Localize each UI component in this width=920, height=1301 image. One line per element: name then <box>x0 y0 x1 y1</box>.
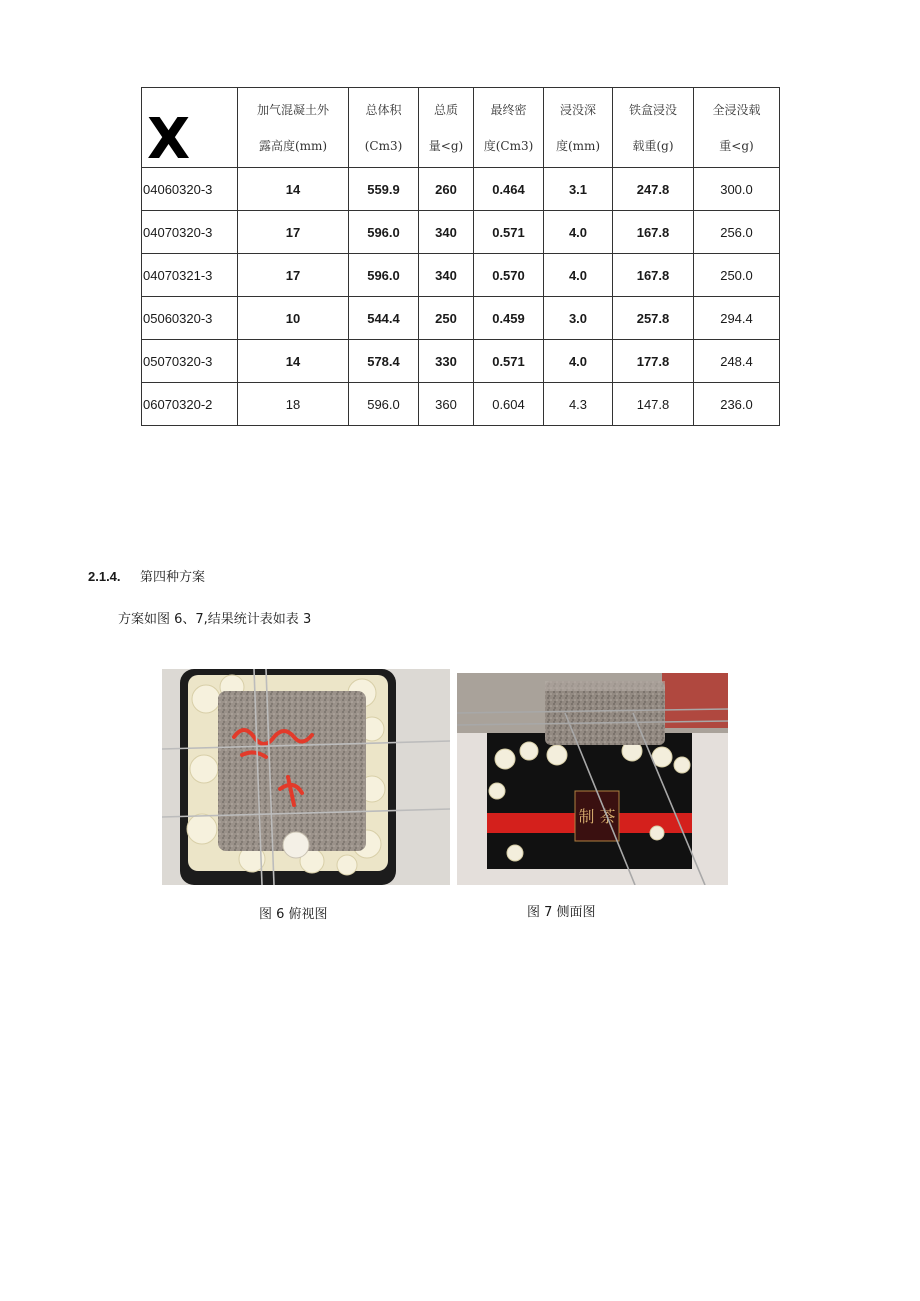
table-cell: 0.571 <box>474 340 544 383</box>
table-cell: 4.0 <box>544 340 613 383</box>
header-total-volume: 总体积 (Cm3) <box>349 88 419 168</box>
table-cell: 14 <box>238 168 349 211</box>
box-label-text: 制 茶 <box>578 807 616 826</box>
sample-id-cell: 05060320-3 <box>142 297 238 340</box>
table-cell: 596.0 <box>349 254 419 297</box>
table-cell: 17 <box>238 254 349 297</box>
cross-mark: X <box>147 107 191 172</box>
table-cell: 257.8 <box>613 297 694 340</box>
table-cell: 10 <box>238 297 349 340</box>
table-cell: 544.4 <box>349 297 419 340</box>
table-cell: 578.4 <box>349 340 419 383</box>
table-cell: 4.0 <box>544 211 613 254</box>
table-cell: 167.8 <box>613 211 694 254</box>
table-cell: 360 <box>419 383 474 426</box>
table-cell: 250 <box>419 297 474 340</box>
section-number: 2.1.4. <box>88 569 121 584</box>
header-exposed-height: 加气混凝土外 露高度(mm) <box>238 88 349 168</box>
table-cell: 0.604 <box>474 383 544 426</box>
header-box-load: 铁盒浸没 载重(g) <box>613 88 694 168</box>
header-full-load: 全浸没载 重<g) <box>694 88 780 168</box>
table-cell: 147.8 <box>613 383 694 426</box>
table-cell: 3.0 <box>544 297 613 340</box>
body-paragraph: 方案如图 6、7,结果统计表如表 3 <box>118 612 312 627</box>
table-cell: 596.0 <box>349 211 419 254</box>
table-cell: 260 <box>419 168 474 211</box>
section-title: 第四种方案 <box>140 570 206 585</box>
table-row <box>142 297 780 340</box>
table-cell: 4.0 <box>544 254 613 297</box>
table-cell: 3.1 <box>544 168 613 211</box>
figure-7-side-view-photo <box>457 673 728 885</box>
table-cell: 559.9 <box>349 168 419 211</box>
corner-cell <box>142 88 238 172</box>
header-final-density: 最终密 度(Cm3) <box>474 88 544 168</box>
table-cell: 256.0 <box>694 211 780 254</box>
table-cell: 4.3 <box>544 383 613 426</box>
table-cell: 0.570 <box>474 254 544 297</box>
table-row <box>142 340 780 383</box>
table-cell: 0.464 <box>474 168 544 211</box>
table-cell: 177.8 <box>613 340 694 383</box>
sample-id-cell: 06070320-2 <box>142 383 238 426</box>
figure-6-top-view-photo <box>162 669 450 885</box>
table-cell: 236.0 <box>694 383 780 426</box>
table-cell: 294.4 <box>694 297 780 340</box>
figure-6-caption: 图 6 俯视图 <box>259 907 328 922</box>
table-row <box>142 168 780 211</box>
table-cell: 0.459 <box>474 297 544 340</box>
table-cell: 247.8 <box>613 168 694 211</box>
table-cell: 0.571 <box>474 211 544 254</box>
table-cell: 300.0 <box>694 168 780 211</box>
header-immersion-depth: 浸没深 度(mm) <box>544 88 613 168</box>
figure-7-caption: 图 7 侧面图 <box>527 905 596 920</box>
table-cell: 17 <box>238 211 349 254</box>
header-total-mass: 总质 量<g) <box>419 88 474 168</box>
sample-id-cell: 04070320-3 <box>142 211 238 254</box>
table-row <box>142 254 780 297</box>
table-cell: 18 <box>238 383 349 426</box>
table-cell: 340 <box>419 254 474 297</box>
table-cell: 250.0 <box>694 254 780 297</box>
table-cell: 330 <box>419 340 474 383</box>
sample-id-cell: 04070321-3 <box>142 254 238 297</box>
section-heading <box>88 566 205 585</box>
table-cell: 14 <box>238 340 349 383</box>
table-row <box>142 211 780 254</box>
table-cell: 340 <box>419 211 474 254</box>
table-cell: 167.8 <box>613 254 694 297</box>
results-table <box>141 87 780 426</box>
sample-id-cell: 05070320-3 <box>142 340 238 383</box>
sample-id-cell: 04060320-3 <box>142 168 238 211</box>
table-cell: 596.0 <box>349 383 419 426</box>
table-header-row <box>142 88 780 168</box>
table-row <box>142 383 780 426</box>
table-cell: 248.4 <box>694 340 780 383</box>
